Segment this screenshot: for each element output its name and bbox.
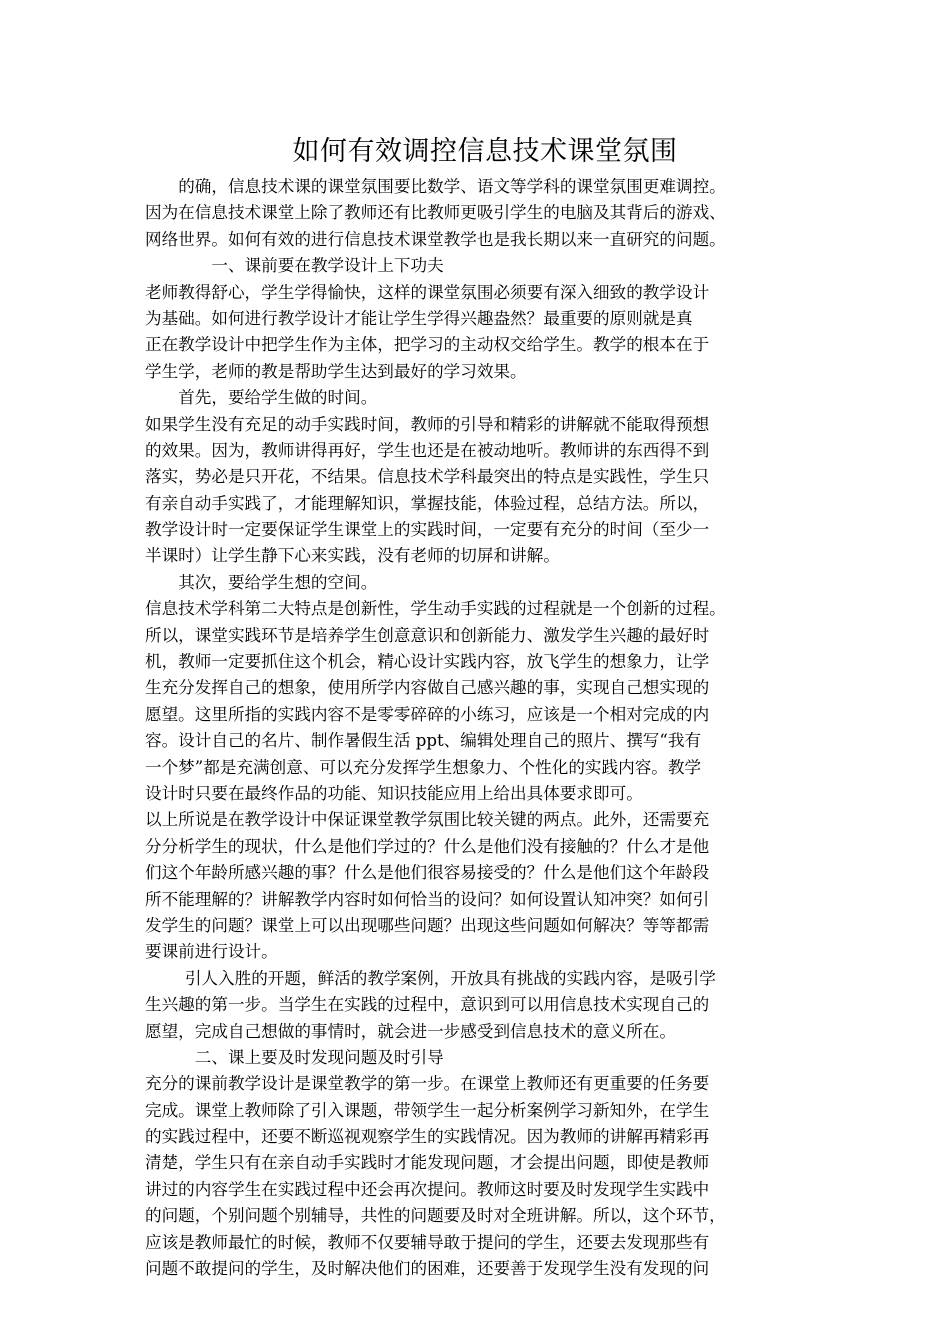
text-line: 设计时只要在最终作品的功能、知识技能应用上给出具体要求即可。 — [145, 783, 643, 803]
text-line: 二、课上要及时发现问题及时引导 — [194, 1047, 444, 1067]
text-line: 的问题，个别问题个别辅导，共性的问题要及时对全班讲解。所以，这个环节， — [145, 1206, 726, 1226]
text-line: 愿望，完成自己想做的事情时，就会进一步感受到信息技术的意义所在。 — [145, 1021, 676, 1041]
text-line: 正在教学设计中把学生作为主体，把学习的主动权交给学生。教学的根本在于 — [145, 335, 710, 355]
text-line: 容。设计自己的名片、制作暑假生活 ppt、编辑处理自己的照片、撰写“我有 — [145, 731, 702, 751]
text-line: 学生学，老师的教是帮助学生达到最好的学习效果。 — [145, 361, 527, 381]
text-line: 其次，要给学生想的空间。 — [178, 572, 378, 592]
document-title: 如何有效调控信息技术课堂氛围 — [292, 136, 678, 167]
text-line: 完成。课堂上教师除了引入课题，带领学生一起分析案例学习新知外，在学生 — [145, 1100, 710, 1120]
text-line: 有亲自动手实践了，才能理解知识，掌握技能，体验过程，总结方法。所以， — [145, 493, 710, 513]
text-line: 愿望。这里所指的实践内容不是零零碎碎的小练习，应该是一个相对完成的内 — [145, 704, 710, 724]
text-line: 应该是教师最忙的时候，教师不仅要辅导敢于提问的学生，还要去发现那些有 — [145, 1232, 710, 1252]
text-line: 机，教师一定要抓住这个机会，精心设计实践内容，放飞学生的想象力，让学 — [145, 652, 710, 672]
text-line: 生兴趣的第一步。当学生在实践的过程中，意识到可以用信息技术实现自己的 — [145, 995, 710, 1015]
text-line: 所不能理解的？讲解教学内容时如何恰当的设问？如何设置认知冲突？如何引 — [145, 889, 710, 909]
document-body — [145, 174, 825, 1282]
text-line: 一个梦”都是充满创意、可以充分发挥学生想象力、个性化的实践内容。教学 — [145, 757, 702, 777]
text-line: 一、课前要在教学设计上下功夫 — [211, 256, 444, 276]
text-line: 如果学生没有充足的动手实践时间，教师的引导和精彩的讲解就不能取得预想 — [145, 414, 710, 434]
text-line: 的效果。因为，教师讲得再好，学生也还是在被动地听。教师讲的东西得不到 — [145, 440, 710, 460]
document-page — [145, 132, 825, 1282]
text-line: 的实践过程中，还要不断巡视观察学生的实践情况。因为教师的讲解再精彩再 — [145, 1127, 710, 1147]
text-line: 们这个年龄所感兴趣的事？什么是他们很容易接受的？什么是他们这个年龄段 — [145, 863, 710, 883]
text-line: 问题不敢提问的学生，及时解决他们的困难，还要善于发现学生没有发现的问 — [145, 1259, 710, 1279]
text-line: 引人入胜的开题，鲜活的教学案例，开放具有挑战的实践内容，是吸引学 — [184, 968, 716, 988]
text-line: 老师教得舒心，学生学得愉快，这样的课堂氛围必须要有深入细致的教学设计 — [145, 282, 710, 302]
text-line: 清楚，学生只有在亲自动手实践时才能发现问题，才会提出问题，即使是教师 — [145, 1153, 710, 1173]
text-line: 生充分发挥自己的想象，使用所学内容做自己感兴趣的事，实现自己想实现的 — [145, 678, 710, 698]
text-line: 信息技术学科第二大特点是创新性，学生动手实践的过程就是一个创新的过程。 — [145, 599, 726, 619]
text-line: 因为在信息技术课堂上除了教师还有比教师更吸引学生的电脑及其背后的游戏、 — [145, 203, 726, 223]
text-line: 发学生的问题？课堂上可以出现哪些问题？出现这些问题如何解决？等等都需 — [145, 915, 710, 935]
text-line: 的确，信息技术课的课堂氛围要比数学、语文等学科的课堂氛围更难调控。 — [178, 177, 726, 196]
text-line: 教学设计时一定要保证学生课堂上的实践时间，一定要有充分的时间（至少一 — [145, 520, 710, 540]
text-line: 首先，要给学生做的时间。 — [178, 388, 378, 408]
text-line: 半课时）让学生静下心来实践，没有老师的切屏和讲解。 — [145, 546, 560, 566]
text-line: 分分析学生的现状，什么是他们学过的？什么是他们没有接触的？什么才是他 — [145, 836, 710, 856]
text-line: 所以，课堂实践环节是培养学生创意意识和创新能力、激发学生兴趣的最好时 — [145, 625, 710, 645]
text-line: 要课前进行设计。 — [145, 942, 278, 962]
text-line: 为基础。如何进行教学设计才能让学生学得兴趣盎然？最重要的原则就是真 — [145, 308, 693, 328]
text-line: 以上所说是在教学设计中保证课堂教学氛围比较关键的两点。此外，还需要充 — [145, 810, 710, 830]
text-line: 充分的课前教学设计是课堂教学的第一步。在课堂上教师还有更重要的任务要 — [145, 1074, 710, 1094]
text-line: 落实，势必是只开花，不结果。信息技术学科最突出的特点是实践性，学生只 — [145, 467, 710, 487]
text-line: 网络世界。如何有效的进行信息技术课堂教学也是我长期以来一直研究的问题。 — [145, 229, 726, 249]
text-line: 讲过的内容学生在实践过程中还会再次提问。教师这时要及时发现学生实践中 — [145, 1179, 710, 1199]
